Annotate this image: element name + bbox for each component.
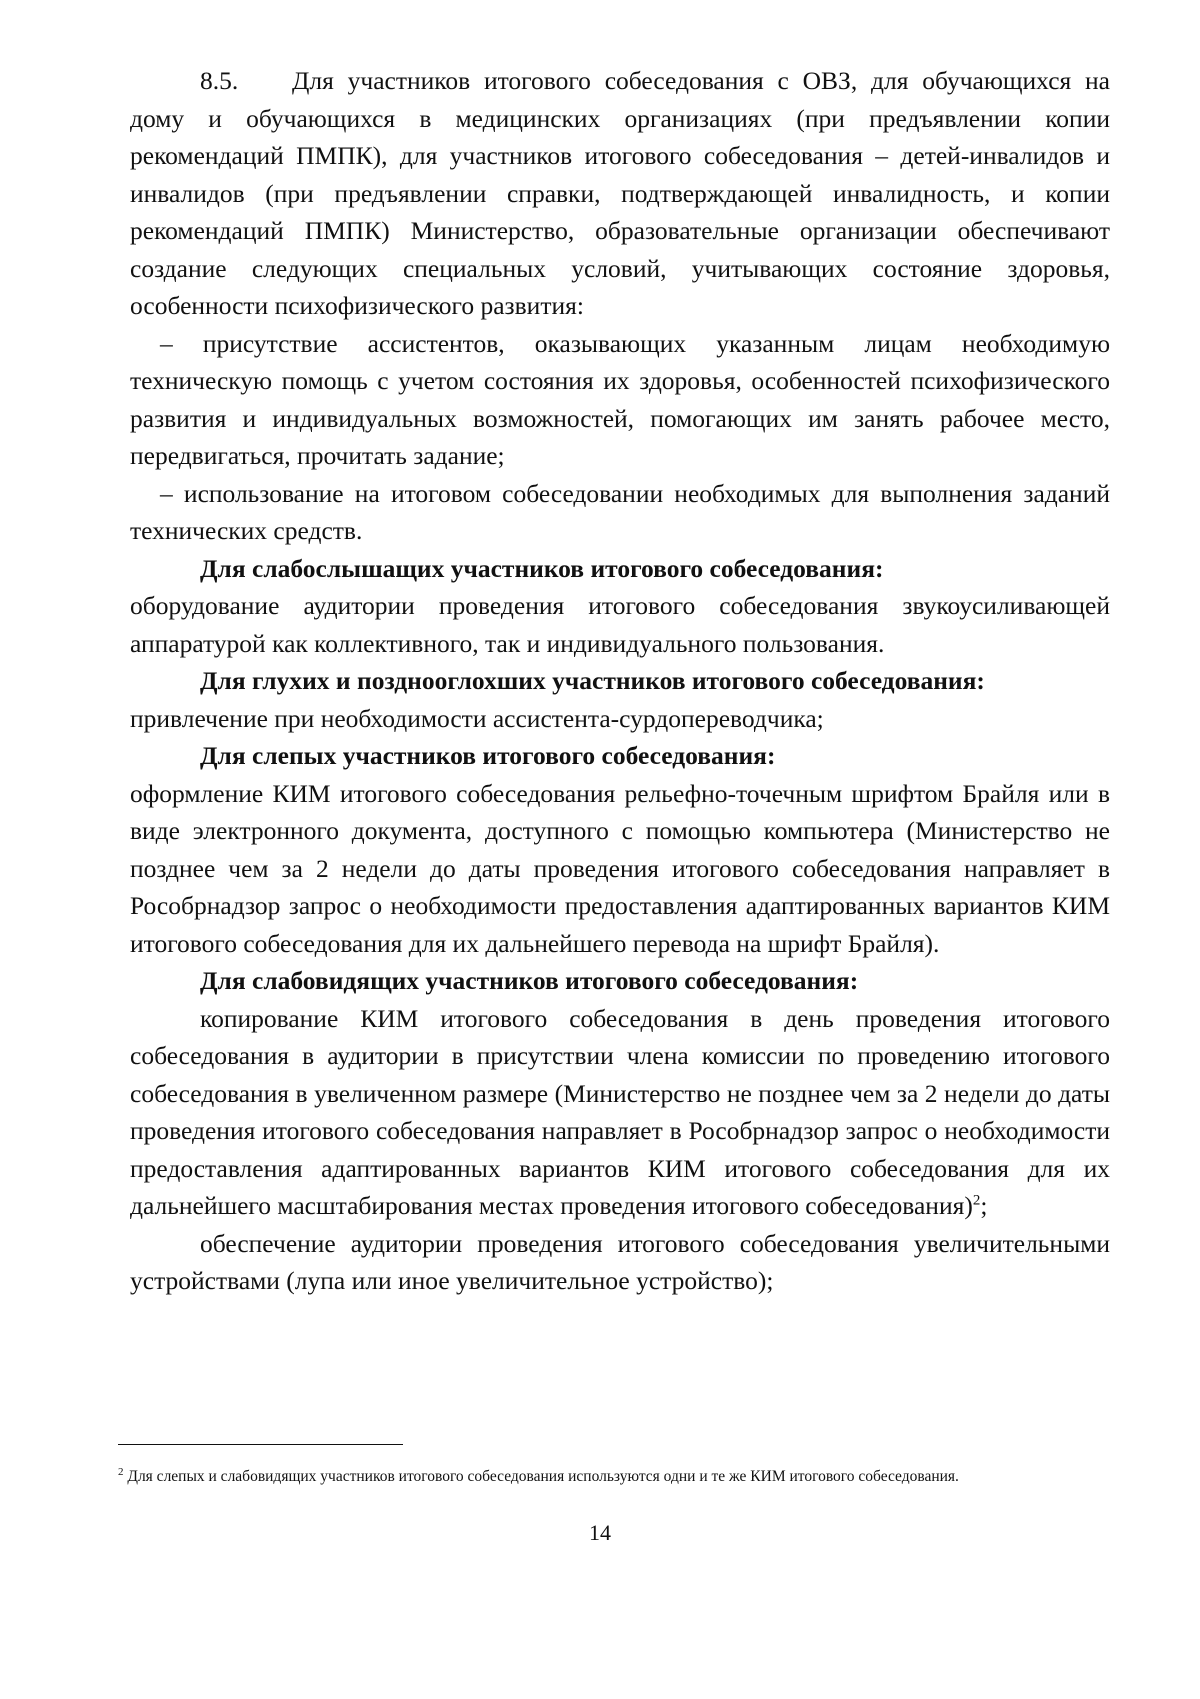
- page-number: 14: [589, 1520, 611, 1545]
- footnote-text: Для слепых и слабовидящих участников итогового собеседования используются одни и те же КИМ итогового собеседования.: [127, 1468, 959, 1485]
- section-heading-blind: Для слепых участников итогового собеседования:: [200, 741, 776, 770]
- section-heading-deaf: Для глухих и позднооглохших участников итогового собеседования:: [200, 666, 985, 695]
- section-paragraph: оборудование аудитории проведения итогового собеседования звукоусиливающей аппаратурой как коллективного, так и индивидуального пользования.: [130, 591, 1110, 658]
- footnote-marker: 2: [118, 1465, 124, 1478]
- paragraph-text: копирование КИМ итогового собеседования в день проведения итогового собеседования в аудитории в присутствии члена комиссии по проведению итогового собеседования в увеличенном размере (Министерство не позднее чем за 2 недели до даты проведения итогового собеседования направляет в Рособрнадзор запрос о необходимости предоставления адаптированных вариантов КИМ итогового собеседования для их дальнейшего масштабирования местах проведения итогового собеседования): [130, 1003, 1110, 1220]
- footnote-reference[interactable]: 2: [972, 1192, 981, 1209]
- document-body: [130, 62, 1110, 1300]
- bullet-item: – присутствие ассистентов, оказывающих указанным лицам необходимую техническую помощь с учетом состояния их здоровья, особенностей психофизического развития и индивидуальных возможностей, помогающих им занять рабочее место, передвигаться, прочитать задание;: [130, 328, 1110, 470]
- section-paragraph: оформление КИМ итогового собеседования рельефно-точечным шрифтом Брайля или в виде электронного документа, доступного с помощью компьютера (Министерство не позднее чем за 2 недели до даты проведения итогового собеседования направляет в Рособрнадзор запрос о необходимости предоставления адаптированных вариантов КИМ итогового собеседования для их дальнейшего перевода на шрифт Брайля).: [130, 778, 1110, 958]
- intro-paragraph: [130, 62, 1110, 325]
- intro-text: Для участников итогового собеседования с ОВЗ, для обучающихся на дому и обучающихся в медицинских организациях (при предъявлении копии рекомендаций ПМПК), для участников итогового собеседования – детей-инвалидов и инвалидов (при предъявлении справки, подтверждающей инвалидность, и копии рекомендаций ПМПК) Министерство, образовательные организации обеспечивают создание следующих специальных условий, учитывающих состояние здоровья, особенности психофизического развития:: [130, 66, 1110, 320]
- footnote-divider: [118, 1444, 403, 1445]
- section-paragraph: [130, 1000, 1110, 1225]
- section-number: 8.5.: [200, 66, 239, 95]
- section-paragraph: обеспечение аудитории проведения итогового собеседования увеличительными устройствами (лупа или иное увеличительное устройство);: [130, 1228, 1110, 1295]
- section-paragraph: привлечение при необходимости ассистента-сурдопереводчика;: [130, 703, 824, 733]
- punctuation: ;: [980, 1191, 988, 1220]
- bullet-item: – использование на итоговом собеседовании необходимых для выполнения заданий технических средств.: [130, 478, 1110, 545]
- section-heading-hard-of-hearing: Для слабослышащих участников итогового собеседования:: [200, 553, 884, 583]
- section-heading-visually-impaired: Для слабовидящих участников итогового собеседования:: [200, 966, 859, 995]
- footnote: [118, 1466, 1108, 1487]
